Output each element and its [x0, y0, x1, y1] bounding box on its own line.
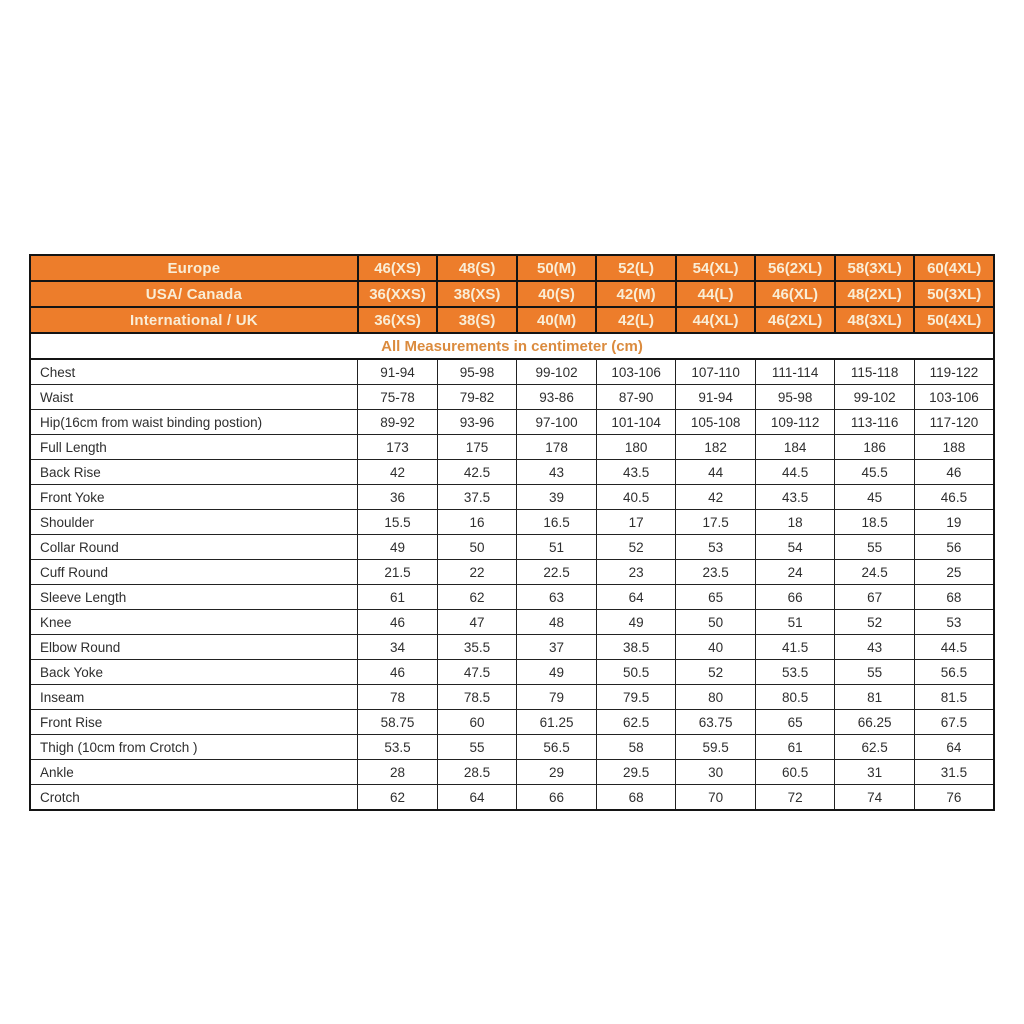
- size-header-cell: 42(M): [596, 281, 676, 307]
- measurement-label: Ankle: [30, 760, 358, 785]
- measurement-value: 16.5: [517, 510, 597, 535]
- measurement-value: 93-86: [517, 385, 597, 410]
- size-header-cell: 44(XL): [676, 307, 756, 333]
- measurement-value: 79: [517, 685, 597, 710]
- table-row: [30, 435, 994, 460]
- measurement-value: 74: [835, 785, 915, 811]
- table-row: [30, 610, 994, 635]
- measurement-value: 52: [835, 610, 915, 635]
- size-header-cell: 48(S): [437, 255, 517, 281]
- measurement-value: 119-122: [914, 359, 994, 385]
- measurement-label: Front Yoke: [30, 485, 358, 510]
- measurement-value: 22.5: [517, 560, 597, 585]
- measurement-value: 56: [914, 535, 994, 560]
- measurement-value: 113-116: [835, 410, 915, 435]
- measurement-value: 52: [676, 660, 756, 685]
- measurement-value: 58.75: [358, 710, 438, 735]
- measurement-label: Inseam: [30, 685, 358, 710]
- measurement-value: 61.25: [517, 710, 597, 735]
- table-row: [30, 410, 994, 435]
- measurement-label: Full Length: [30, 435, 358, 460]
- measurement-value: 53: [676, 535, 756, 560]
- measurement-label: Back Rise: [30, 460, 358, 485]
- measurement-value: 23.5: [676, 560, 756, 585]
- measurement-label: Waist: [30, 385, 358, 410]
- measurement-value: 31.5: [914, 760, 994, 785]
- measurement-value: 34: [358, 635, 438, 660]
- measurement-value: 29.5: [596, 760, 676, 785]
- measurement-value: 24: [755, 560, 835, 585]
- units-note: All Measurements in centimeter (cm): [30, 333, 994, 359]
- measurement-value: 66.25: [835, 710, 915, 735]
- measurement-value: 15.5: [358, 510, 438, 535]
- table-row: [30, 560, 994, 585]
- measurement-value: 79-82: [437, 385, 517, 410]
- size-header-cell: 38(S): [437, 307, 517, 333]
- table-row: [30, 760, 994, 785]
- measurement-label: Cuff Round: [30, 560, 358, 585]
- measurement-value: 101-104: [596, 410, 676, 435]
- measurement-value: 43: [835, 635, 915, 660]
- table-row: [30, 660, 994, 685]
- measurement-value: 91-94: [358, 359, 438, 385]
- measurement-value: 55: [835, 660, 915, 685]
- measurement-value: 58: [596, 735, 676, 760]
- measurement-value: 22: [437, 560, 517, 585]
- measurement-value: 52: [596, 535, 676, 560]
- measurement-value: 46.5: [914, 485, 994, 510]
- measurement-value: 44.5: [914, 635, 994, 660]
- table-row: [30, 510, 994, 535]
- measurement-value: 60.5: [755, 760, 835, 785]
- measurement-value: 49: [358, 535, 438, 560]
- measurement-value: 95-98: [437, 359, 517, 385]
- size-header-cell: 46(2XL): [755, 307, 835, 333]
- measurement-value: 66: [755, 585, 835, 610]
- measurement-value: 188: [914, 435, 994, 460]
- measurement-value: 47: [437, 610, 517, 635]
- measurement-value: 21.5: [358, 560, 438, 585]
- size-header-cell: 52(L): [596, 255, 676, 281]
- measurement-label: Collar Round: [30, 535, 358, 560]
- size-header-cell: 46(XS): [358, 255, 438, 281]
- table-row: [30, 685, 994, 710]
- measurement-value: 50: [676, 610, 756, 635]
- measurement-value: 45.5: [835, 460, 915, 485]
- size-header-cell: 50(4XL): [914, 307, 994, 333]
- size-header-cell: 50(M): [517, 255, 597, 281]
- measurement-value: 78.5: [437, 685, 517, 710]
- region-label: Europe: [30, 255, 358, 281]
- measurement-value: 80.5: [755, 685, 835, 710]
- measurement-value: 16: [437, 510, 517, 535]
- size-header-cell: 54(XL): [676, 255, 756, 281]
- measurement-value: 62.5: [596, 710, 676, 735]
- measurement-value: 79.5: [596, 685, 676, 710]
- measurement-label: Hip(16cm from waist binding postion): [30, 410, 358, 435]
- measurement-value: 51: [517, 535, 597, 560]
- measurement-value: 80: [676, 685, 756, 710]
- measurement-value: 49: [517, 660, 597, 685]
- measurement-value: 65: [676, 585, 756, 610]
- table-row: [30, 359, 994, 385]
- measurement-value: 29: [517, 760, 597, 785]
- measurement-value: 87-90: [596, 385, 676, 410]
- measurement-value: 103-106: [914, 385, 994, 410]
- table-row: [30, 735, 994, 760]
- measurement-value: 41.5: [755, 635, 835, 660]
- measurement-value: 30: [676, 760, 756, 785]
- measurement-value: 47.5: [437, 660, 517, 685]
- region-label: International / UK: [30, 307, 358, 333]
- measurement-value: 43: [517, 460, 597, 485]
- measurement-value: 97-100: [517, 410, 597, 435]
- measurement-value: 53.5: [358, 735, 438, 760]
- measurement-value: 23: [596, 560, 676, 585]
- measurement-value: 46: [914, 460, 994, 485]
- measurement-value: 64: [596, 585, 676, 610]
- measurement-value: 67: [835, 585, 915, 610]
- measurement-label: Crotch: [30, 785, 358, 811]
- measurement-value: 59.5: [676, 735, 756, 760]
- measurement-value: 99-102: [517, 359, 597, 385]
- measurement-value: 180: [596, 435, 676, 460]
- table-row: [30, 585, 994, 610]
- measurement-value: 24.5: [835, 560, 915, 585]
- measurement-value: 93-96: [437, 410, 517, 435]
- measurement-value: 178: [517, 435, 597, 460]
- units-note-row: [30, 333, 994, 359]
- size-header-cell: 36(XXS): [358, 281, 438, 307]
- measurement-value: 18: [755, 510, 835, 535]
- measurement-value: 117-120: [914, 410, 994, 435]
- measurement-value: 48: [517, 610, 597, 635]
- measurement-value: 115-118: [835, 359, 915, 385]
- measurement-value: 53: [914, 610, 994, 635]
- table-row: [30, 385, 994, 410]
- region-header-row: [30, 255, 994, 281]
- size-header-cell: 60(4XL): [914, 255, 994, 281]
- measurement-value: 53.5: [755, 660, 835, 685]
- size-header-cell: 44(L): [676, 281, 756, 307]
- measurement-value: 25: [914, 560, 994, 585]
- measurement-value: 70: [676, 785, 756, 811]
- measurement-value: 107-110: [676, 359, 756, 385]
- size-header-cell: 36(XS): [358, 307, 438, 333]
- measurement-value: 78: [358, 685, 438, 710]
- region-header-row: [30, 307, 994, 333]
- table-row: [30, 535, 994, 560]
- measurement-label: Thigh (10cm from Crotch ): [30, 735, 358, 760]
- measurement-value: 50.5: [596, 660, 676, 685]
- measurement-value: 43.5: [596, 460, 676, 485]
- measurement-value: 81: [835, 685, 915, 710]
- measurement-value: 45: [835, 485, 915, 510]
- measurement-value: 42: [358, 460, 438, 485]
- size-header-cell: 56(2XL): [755, 255, 835, 281]
- measurement-value: 103-106: [596, 359, 676, 385]
- measurement-value: 35.5: [437, 635, 517, 660]
- measurement-label: Knee: [30, 610, 358, 635]
- region-header-row: [30, 281, 994, 307]
- measurement-value: 95-98: [755, 385, 835, 410]
- measurement-value: 63: [517, 585, 597, 610]
- measurement-value: 18.5: [835, 510, 915, 535]
- measurement-value: 68: [914, 585, 994, 610]
- measurement-value: 44.5: [755, 460, 835, 485]
- size-header-cell: 48(2XL): [835, 281, 915, 307]
- measurement-value: 55: [437, 735, 517, 760]
- measurement-value: 36: [358, 485, 438, 510]
- measurement-value: 91-94: [676, 385, 756, 410]
- measurement-value: 37.5: [437, 485, 517, 510]
- measurement-value: 65: [755, 710, 835, 735]
- measurement-value: 64: [437, 785, 517, 811]
- measurement-value: 62: [358, 785, 438, 811]
- region-label: USA/ Canada: [30, 281, 358, 307]
- size-header-cell: 48(3XL): [835, 307, 915, 333]
- measurement-value: 42.5: [437, 460, 517, 485]
- measurement-value: 72: [755, 785, 835, 811]
- measurement-value: 46: [358, 610, 438, 635]
- measurement-value: 17: [596, 510, 676, 535]
- measurement-label: Chest: [30, 359, 358, 385]
- measurement-value: 54: [755, 535, 835, 560]
- size-header-cell: 46(XL): [755, 281, 835, 307]
- measurement-value: 63.75: [676, 710, 756, 735]
- table-row: [30, 710, 994, 735]
- measurement-value: 28: [358, 760, 438, 785]
- measurement-value: 111-114: [755, 359, 835, 385]
- measurement-value: 38.5: [596, 635, 676, 660]
- measurement-label: Shoulder: [30, 510, 358, 535]
- measurement-value: 61: [358, 585, 438, 610]
- measurement-value: 89-92: [358, 410, 438, 435]
- measurement-value: 76: [914, 785, 994, 811]
- measurement-value: 50: [437, 535, 517, 560]
- size-header-cell: 58(3XL): [835, 255, 915, 281]
- size-header-cell: 40(S): [517, 281, 597, 307]
- measurement-value: 99-102: [835, 385, 915, 410]
- measurement-label: Back Yoke: [30, 660, 358, 685]
- measurement-value: 105-108: [676, 410, 756, 435]
- table-row: [30, 785, 994, 811]
- measurement-value: 81.5: [914, 685, 994, 710]
- measurement-value: 60: [437, 710, 517, 735]
- table-row: [30, 635, 994, 660]
- measurement-value: 182: [676, 435, 756, 460]
- measurement-label: Front Rise: [30, 710, 358, 735]
- size-header-cell: 40(M): [517, 307, 597, 333]
- measurement-value: 19: [914, 510, 994, 535]
- measurement-value: 42: [676, 485, 756, 510]
- measurement-value: 40: [676, 635, 756, 660]
- measurement-value: 67.5: [914, 710, 994, 735]
- measurement-value: 62.5: [835, 735, 915, 760]
- size-header-cell: 50(3XL): [914, 281, 994, 307]
- measurement-value: 64: [914, 735, 994, 760]
- measurement-label: Sleeve Length: [30, 585, 358, 610]
- measurement-value: 28.5: [437, 760, 517, 785]
- measurement-value: 31: [835, 760, 915, 785]
- measurement-value: 44: [676, 460, 756, 485]
- measurement-label: Elbow Round: [30, 635, 358, 660]
- measurement-value: 175: [437, 435, 517, 460]
- table-row: [30, 485, 994, 510]
- measurement-value: 66: [517, 785, 597, 811]
- measurement-value: 40.5: [596, 485, 676, 510]
- measurement-value: 55: [835, 535, 915, 560]
- measurement-value: 62: [437, 585, 517, 610]
- measurement-value: 49: [596, 610, 676, 635]
- measurement-value: 61: [755, 735, 835, 760]
- size-chart: [29, 254, 995, 811]
- measurement-value: 173: [358, 435, 438, 460]
- measurement-value: 17.5: [676, 510, 756, 535]
- size-header-cell: 42(L): [596, 307, 676, 333]
- measurement-value: 51: [755, 610, 835, 635]
- measurement-value: 75-78: [358, 385, 438, 410]
- measurement-value: 43.5: [755, 485, 835, 510]
- measurement-value: 56.5: [914, 660, 994, 685]
- measurement-value: 184: [755, 435, 835, 460]
- table-row: [30, 460, 994, 485]
- measurement-value: 109-112: [755, 410, 835, 435]
- measurement-value: 37: [517, 635, 597, 660]
- measurement-value: 56.5: [517, 735, 597, 760]
- measurement-value: 186: [835, 435, 915, 460]
- size-chart-table: [29, 254, 995, 811]
- size-header-cell: 38(XS): [437, 281, 517, 307]
- measurement-value: 68: [596, 785, 676, 811]
- measurement-value: 46: [358, 660, 438, 685]
- measurement-value: 39: [517, 485, 597, 510]
